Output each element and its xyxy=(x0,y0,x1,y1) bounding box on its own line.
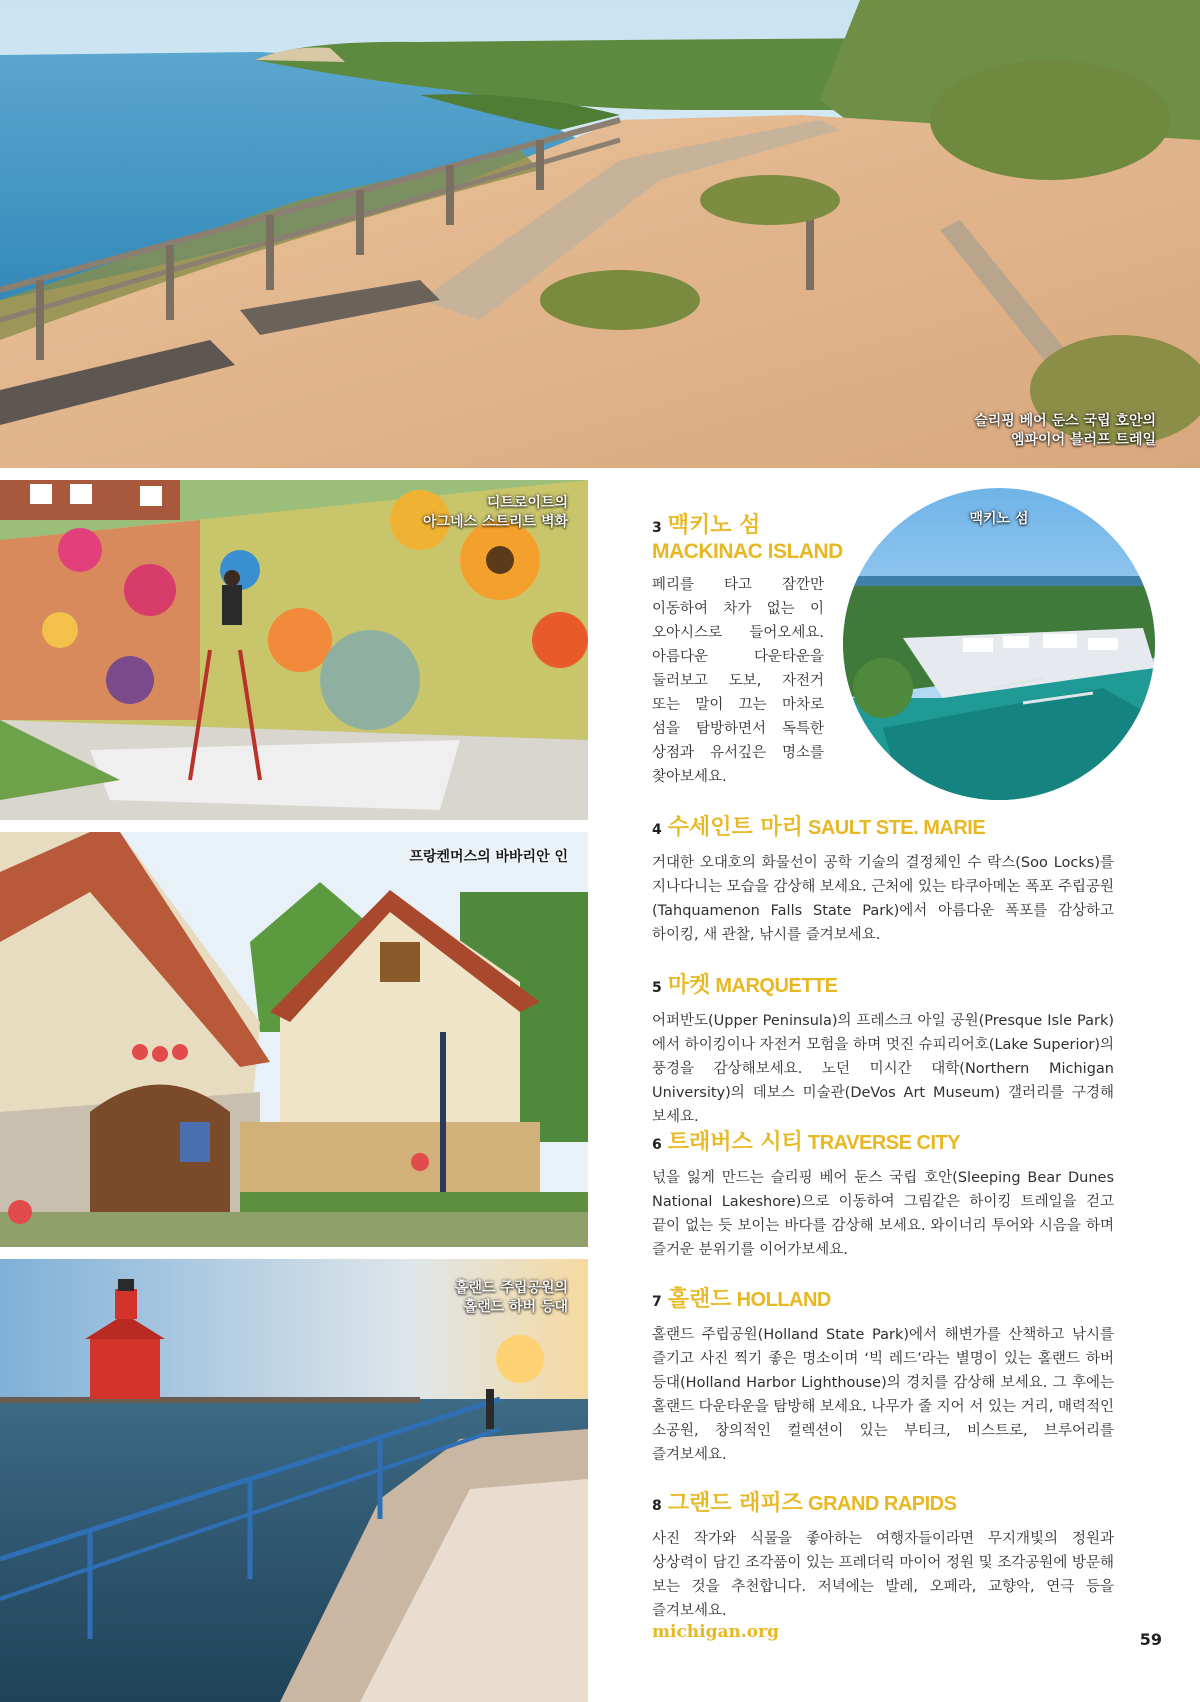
hero-caption xyxy=(974,412,1156,450)
section-title-korean: 수세인트 마리 xyxy=(667,815,803,840)
bavarian-inn-photo xyxy=(0,832,588,1247)
section-heading xyxy=(652,1492,1114,1518)
section-title-english: TRAVERSE CITY xyxy=(808,1132,961,1154)
mackinac-island-aerial-photo xyxy=(843,488,1155,800)
section-holland xyxy=(652,1288,1114,1467)
section-title-korean: 맥키노 섬 xyxy=(667,513,761,538)
lighthouse-caption-line-2: 홀랜드 하버 등대 xyxy=(463,1299,568,1315)
section-heading xyxy=(652,1288,1114,1314)
section-title-english: GRAND RAPIDS xyxy=(808,1493,957,1515)
section-number: 4 xyxy=(652,822,662,838)
hero-photo-empire-bluff-trail xyxy=(0,0,1200,468)
mackinac-caption xyxy=(843,510,1155,529)
lighthouse-photo xyxy=(0,1259,588,1702)
section-number: 8 xyxy=(652,1498,662,1514)
section-body: 넋을 잃게 만드는 슬리핑 베어 둔스 국립 호안(Sleeping Bear Dunes National Lakeshore)으로 이동하여 그림같은 하이킹 트레일을 걷고 끝이 없는 듯 보이는 바다를 감상해 보세요. 와이너리 투어와 시음을 하며 즐거운 분위기를 이어가보세요. xyxy=(652,1170,1114,1258)
section-heading xyxy=(652,1131,1114,1157)
section-body: 홀랜드 주립공원(Holland State Park)에서 해변가를 산책하고 낚시를 즐기고 사진 찍기 좋은 명소이며 ‘빅 레드’라는 별명이 있는 홀랜드 하버 등대(Holland Harbor Lighthouse)의 경치를 감상해 보세요. 그 후에는 홀랜드 다운타운을 탐방해 보세요. 나무가 줄 지어 서 있는 거리, 매력적인 소공원, 창의적인 컬렉션이 있는 부티크, 비스트로, 브루어리를 즐겨보세요. xyxy=(652,1327,1114,1463)
mural-caption xyxy=(423,494,568,532)
section-heading xyxy=(652,513,843,564)
mural-caption-line-1: 디트로이트의 xyxy=(486,495,568,511)
section-body: 어퍼반도(Upper Peninsula)의 프레스크 아일 공원(Presque Isle Park)에서 하이킹이나 자전거 모험을 하며 멋진 슈피리어호(Lake Superior)의 풍경을 감상해보세요. 노던 미시간 대학(Northern Michigan University)의 데보스 미술관(DeVos Art Museum) 갤러리를 구경해 보세요. xyxy=(652,1013,1114,1125)
section-body: 사진 작가와 식물을 좋아하는 여행자들이라면 무지개빛의 정원과 상상력이 담긴 조각품이 있는 프레더릭 마이어 정원 및 조각공원에 방문해 보는 것을 추천합니다. 저녁에는 발레, 오페라, 교향악, 연극 등을 즐겨보세요. xyxy=(652,1531,1114,1619)
section-grand-rapids xyxy=(652,1492,1114,1623)
section-body: 페리를 타고 잠깐만 이동하여 차가 없는 이 오아시스로 들어오세요. 아름다운 다운타운을 둘러보고 도보, 자전거 또는 말이 끄는 마차로 섬을 탐방하면서 독특한 상점과 유서깊은 명소를 찾아보세요. xyxy=(652,577,824,785)
hero-illustration xyxy=(0,0,1200,468)
section-traverse-city xyxy=(652,1131,1114,1262)
section-title-english: MACKINAC ISLAND xyxy=(652,540,843,563)
section-title-korean: 홀랜드 xyxy=(667,1287,732,1312)
mackinac-illustration xyxy=(843,488,1155,800)
section-number: 5 xyxy=(652,980,662,996)
mackinac-caption-line-1: 맥키노 섬 xyxy=(969,511,1029,527)
section-title-english: HOLLAND xyxy=(736,1289,831,1311)
section-number: 3 xyxy=(652,520,662,536)
mural-photo xyxy=(0,480,588,820)
lighthouse-caption xyxy=(455,1279,568,1317)
inn-caption xyxy=(409,848,568,867)
section-title-korean: 트래버스 시티 xyxy=(667,1130,803,1155)
website-link[interactable]: michigan.org xyxy=(652,1622,779,1642)
section-sault-ste-marie xyxy=(652,816,1114,947)
hero-caption-line-2: 엠파이어 블러프 트레일 xyxy=(1011,432,1156,448)
section-title-english: MARQUETTE xyxy=(715,975,838,997)
section-mackinac-island xyxy=(652,513,843,789)
section-heading xyxy=(652,974,1114,1000)
mural-caption-line-2: 아그네스 스트리트 벽화 xyxy=(423,514,568,530)
section-heading xyxy=(652,816,1114,842)
section-title-korean: 그랜드 래피즈 xyxy=(667,1491,803,1516)
page-number: 59 xyxy=(1139,1630,1162,1649)
section-body: 거대한 오대호의 화물선이 공학 기술의 결정체인 수 락스(Soo Locks)를 지나다니는 모습을 감상해 보세요. 근처에 있는 타쿠아메논 폭포 주립공원(Tahquamenon Falls State Park)에서 아름다운 폭포를 감상하고 하이킹, 새 관찰, 낚시를 즐겨보세요. xyxy=(652,855,1114,943)
section-title-english: SAULT STE. MARIE xyxy=(808,817,986,839)
lighthouse-caption-line-1: 홀랜드 주립공원의 xyxy=(454,1280,568,1296)
lighthouse-illustration xyxy=(0,1259,588,1702)
bavarian-inn-illustration xyxy=(0,832,588,1247)
section-number: 7 xyxy=(652,1294,662,1310)
section-marquette xyxy=(652,974,1114,1129)
section-number: 6 xyxy=(652,1137,662,1153)
hero-caption-line-1: 슬리핑 베어 둔스 국립 호안의 xyxy=(974,413,1156,429)
section-title-korean: 마켓 xyxy=(667,973,711,998)
inn-caption-line-1: 프랑켄머스의 바바리안 인 xyxy=(409,849,568,865)
